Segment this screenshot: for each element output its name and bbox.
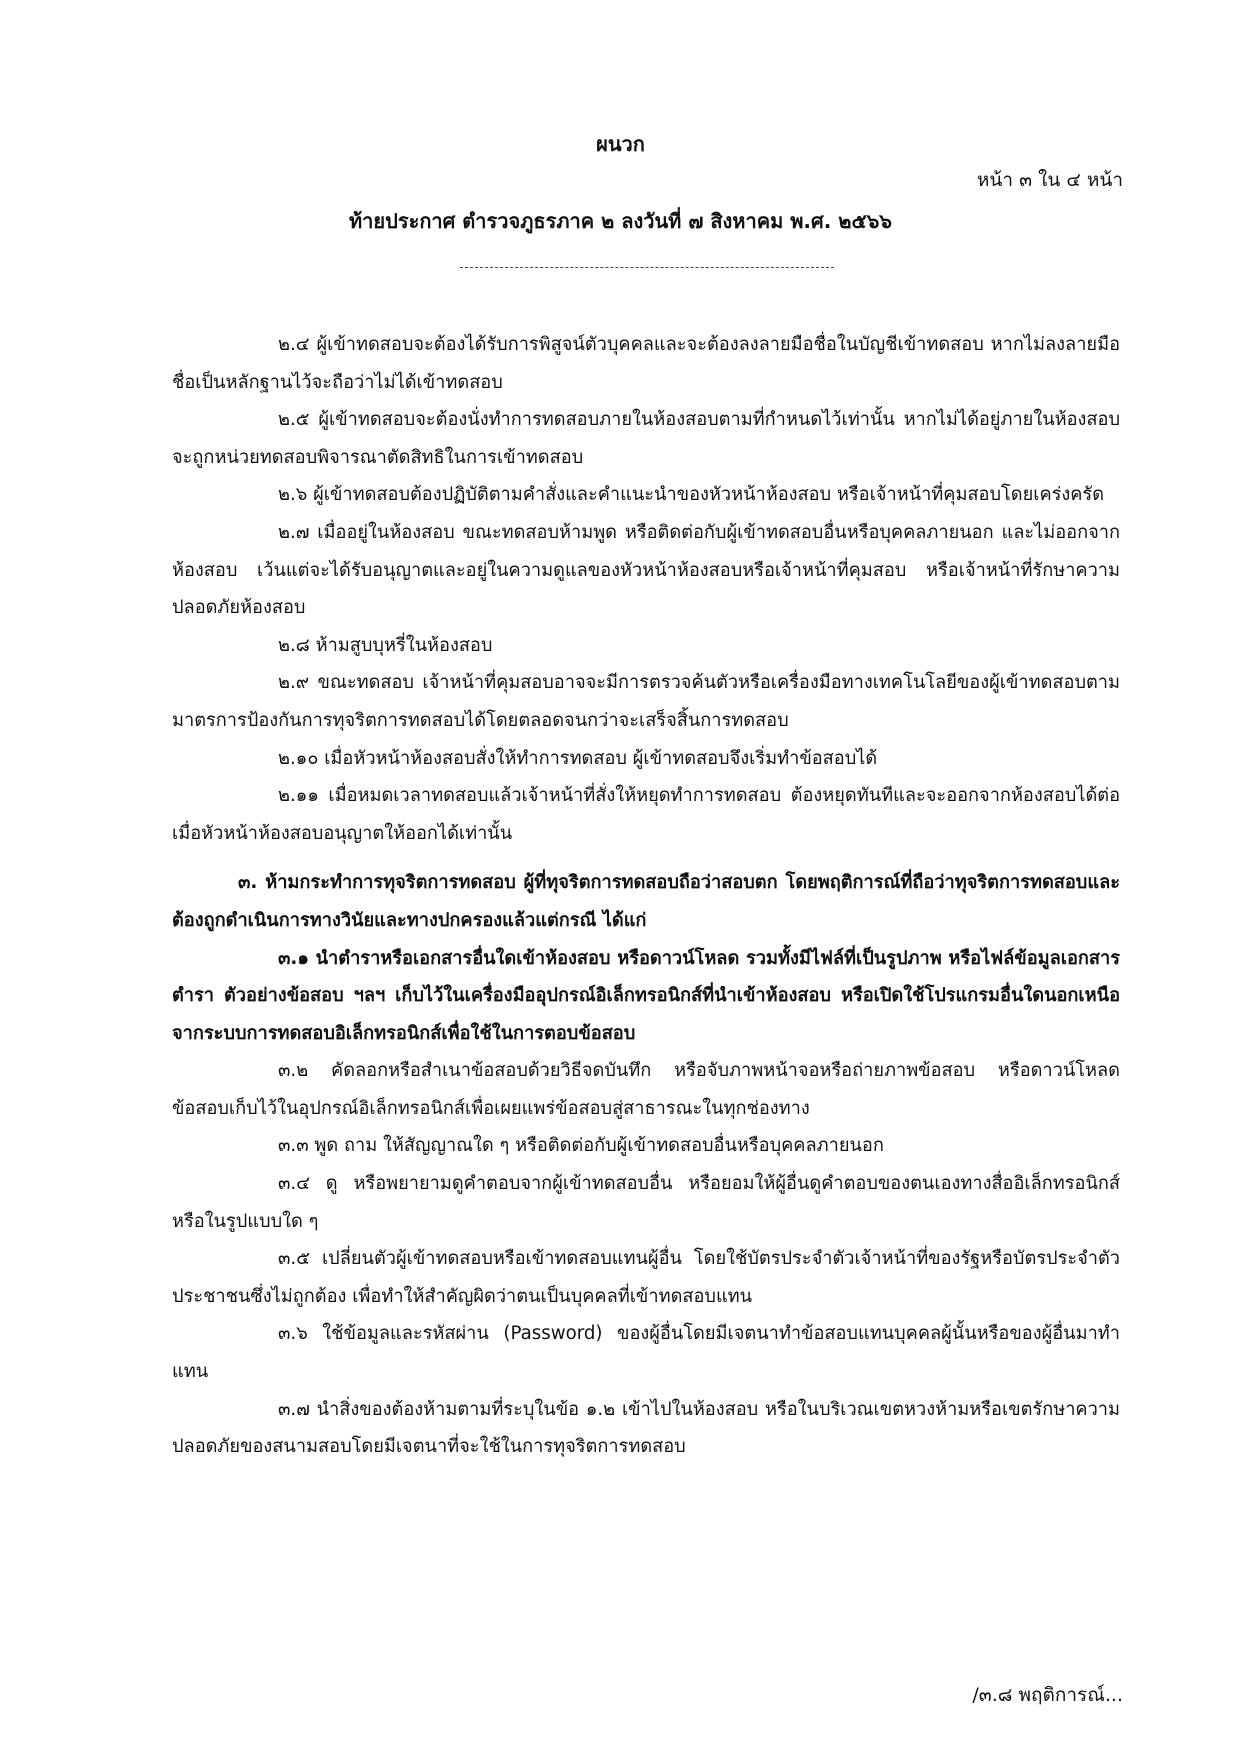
- paragraph-3-1: ๓.๑ นำตำราหรือเอกสารอื่นใดเข้าห้องสอบ หรือดาวน์โหลด รวมทั้งมีไฟล์ที่เป็นรูปภาพ หรือไฟล์ข้อมูลเอกสาร ตำรา ตัวอย่างข้อสอบ ฯลฯ เก็บไว้ในเครื่องมืออุปกรณ์อิเล็กทรอนิกส์ที่นำเข้าห้องสอบ หรือเปิดใช้โปรแกรมอื่นใดนอกเหนือจากระบบการทดสอบอิเล็กทรอนิกส์เพื่อใช้ในการตอบข้อสอบ: [172, 947, 1120, 1044]
- continuation-note: /๓.๘ พฤติการณ์...: [972, 1684, 1123, 1706]
- paragraph-3-3: ๓.๓ พูด ถาม ให้สัญญาณใด ๆ หรือติดต่อกับผู้เข้าทดสอบอื่นหรือบุคคลภายนอก: [278, 1135, 884, 1157]
- paragraph-3-7: ๓.๗ นำสิ่งของต้องห้ามตามที่ระบุในข้อ ๑.๒ เข้าไปในห้องสอบ หรือในบริเวณเขตหวงห้ามหรือเขตรักษาความปลอดภัยของสนามสอบโดยมีเจตนาที่จะใช้ในการทุจริตการทดสอบ: [172, 1398, 1120, 1458]
- paragraph-2-4: ๒.๔ ผู้เข้าทดสอบจะต้องได้รับการพิสูจน์ตัวบุคคลและจะต้องลงลายมือชื่อในบัญชีเข้าทดสอบ หากไม่ลงลายมือชื่อเป็นหลักฐานไว้จะถือว่าไม่ได้เข้าทดสอบ: [172, 334, 1120, 393]
- paragraph-2-9: ๒.๙ ขณะทดสอบ เจ้าหน้าที่คุมสอบอาจจะมีการตรวจค้นตัวหรือเครื่องมือทางเทคโนโลยีของผู้เข้าทดสอบตามมาตรการป้องกันการทุจริตการทดสอบได้โดยตลอดจนกว่าจะเสร็จสิ้นการทดสอบ: [172, 672, 1120, 731]
- paragraph-3-5: ๓.๕ เปลี่ยนตัวผู้เข้าทดสอบหรือเข้าทดสอบแทนผู้อื่น โดยใช้บัตรประจำตัวเจ้าหน้าที่ของรัฐหรือบัตรประจำตัวประชาชนซึ่งไม่ถูกต้อง เพื่อทำให้สำคัญผิดว่าตนเป็นบุคคลที่เข้าทดสอบแทน: [172, 1248, 1120, 1307]
- paragraph-3-6: ๓.๖ ใช้ข้อมูลและรหัสผ่าน (Password) ของผู้อื่นโดยมีเจตนาทำข้อสอบแทนบุคคลผู้นั้นหรือของผู้อื่นมาทำแทน: [172, 1323, 1120, 1383]
- paragraph-2-10: ๒.๑๐ เมื่อหัวหน้าห้องสอบสั่งให้ทำการทดสอบ ผู้เข้าทดสอบจึงเริ่มทำข้อสอบได้: [278, 747, 878, 769]
- paragraph-2-8: ๒.๘ ห้ามสูบบุหรี่ในห้องสอบ: [278, 634, 493, 656]
- section-3-heading: ๓. ห้ามกระทำการทุจริตการทดสอบ ผู้ที่ทุจริตการทดสอบถือว่าสอบตก โดยพฤติการณ์ที่ถือว่าทุจริตการทดสอบและต้องถูกดำเนินการทางวินัยและทางปกครองแล้วแต่กรณี ได้แก่: [172, 872, 1120, 931]
- document-title: ผนวก: [596, 132, 645, 156]
- paragraph-2-11: ๒.๑๑ เมื่อหมดเวลาทดสอบแล้วเจ้าหน้าที่สั่งให้หยุดทำการทดสอบ ต้องหยุดทันทีและจะออกจากห้องสอบได้ต่อเมื่อหัวหน้าห้องสอบอนุญาตให้ออกได้เท่านั้น: [172, 785, 1120, 844]
- paragraph-2-5: ๒.๕ ผู้เข้าทดสอบจะต้องนั่งทำการทดสอบภายในห้องสอบตามที่กำหนดไว้เท่านั้น หากไม่ได้อยู่ภายในห้องสอบจะถูกหน่วยทดสอบพิจารณาตัดสิทธิในการเข้าทดสอบ: [172, 409, 1120, 468]
- paragraph-2-7: ๒.๗ เมื่ออยู่ในห้องสอบ ขณะทดสอบห้ามพูด หรือติดต่อกับผู้เข้าทดสอบอื่นหรือบุคคลภายนอก และไม่ออกจากห้องสอบ เว้นแต่จะได้รับอนุญาตและอยู่ในความดูแลของหัวหน้าห้องสอบหรือเจ้าหน้าที่คุมสอบ หรือเจ้าหน้าที่รักษาความปลอดภัยห้องสอบ: [172, 521, 1120, 619]
- paragraph-3-2: ๓.๒ คัดลอกหรือสำเนาข้อสอบด้วยวิธีจดบันทึก หรือจับภาพหน้าจอหรือถ่ายภาพข้อสอบ หรือดาวน์โหลดข้อสอบเก็บไว้ในอุปกรณ์อิเล็กทรอนิกส์เพื่อเผยแพร่ข้อสอบสู่สาธารณะในทุกช่องทาง: [172, 1060, 1120, 1119]
- separator-line: [460, 267, 834, 268]
- paragraph-2-6: ๒.๖ ผู้เข้าทดสอบต้องปฏิบัติตามคำสั่งและคำแนะนำของหัวหน้าห้องสอบ หรือเจ้าหน้าที่คุมสอบโดยเคร่งครัด: [278, 484, 1105, 506]
- page-number: หน้า ๓ ใน ๔ หน้า: [976, 169, 1123, 191]
- document-body: [172, 326, 1120, 1466]
- paragraph-3-4: ๓.๔ ดู หรือพยายามดูคำตอบจากผู้เข้าทดสอบอื่น หรือยอมให้ผู้อื่นดูคำตอบของตนเองทางสื่ออิเล็กทรอนิกส์หรือในรูปแบบใด ๆ: [172, 1173, 1120, 1232]
- announcement-reference: ท้ายประกาศ ตำรวจภูธรภาค ๒ ลงวันที่ ๗ สิงหาคม พ.ศ. ๒๕๖๖: [349, 209, 892, 233]
